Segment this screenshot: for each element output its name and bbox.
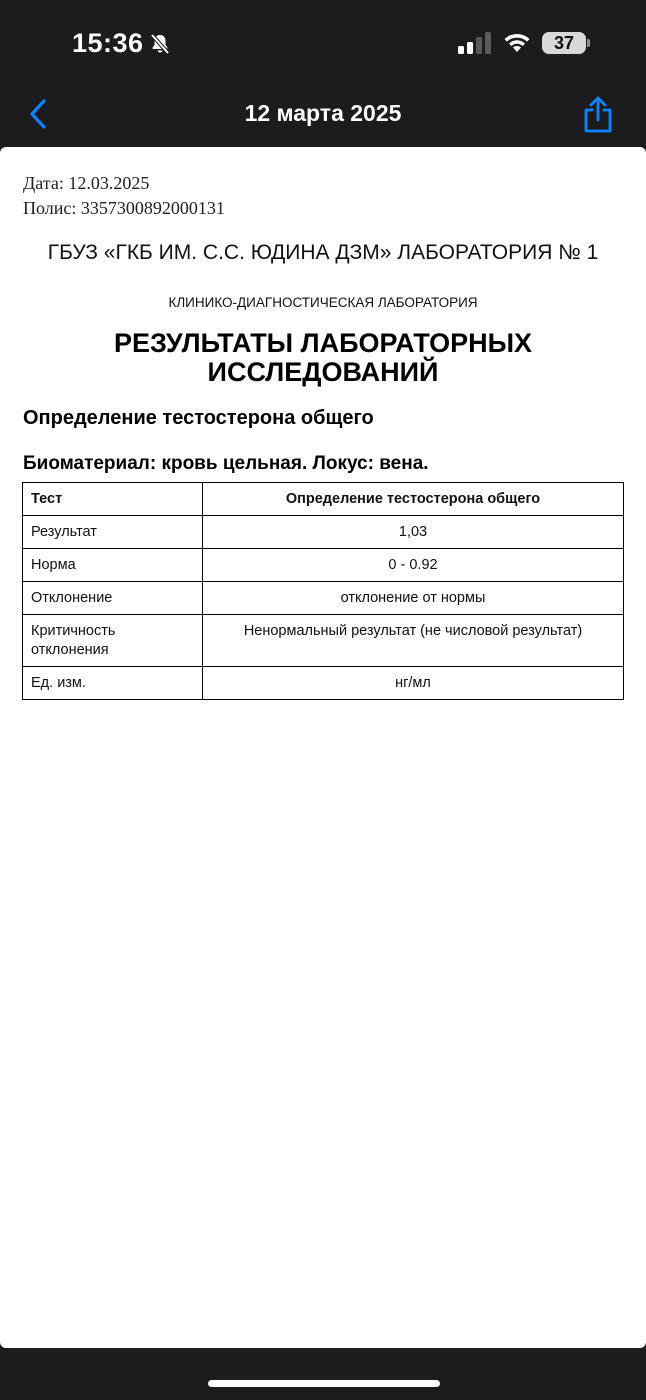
report-title: РЕЗУЛЬТАТЫ ЛАБОРАТОРНЫХ ИССЛЕДОВАНИЙ: [113, 328, 533, 387]
table-header-row: [23, 483, 624, 516]
row-value: 0 - 0.92: [203, 549, 624, 582]
table-header-cell: Определение тестостерона общего: [203, 483, 624, 516]
row-label: Результат: [23, 516, 203, 549]
row-value: 1,03: [203, 516, 624, 549]
biomaterial-line: Биоматериал: кровь цельная. Локус: вена.: [23, 453, 429, 474]
policy-line: Полис: 3357300892000131: [23, 198, 225, 218]
wifi-icon: [502, 30, 532, 54]
document-page: [0, 147, 646, 1348]
share-button[interactable]: [580, 94, 616, 134]
department-name: КЛИНИКО-ДИАГНОСТИЧЕСКАЯ ЛАБОРАТОРИЯ: [168, 295, 478, 310]
row-value: Ненормальный результат (не числовой результат): [203, 615, 624, 667]
document-meta: [23, 171, 225, 221]
table-row: [23, 667, 624, 700]
organization-name: ГБУЗ «ГКБ ИМ. С.С. ЮДИНА ДЗМ» ЛАБОРАТОРИЯ № 1: [47, 241, 599, 264]
table-row: [23, 516, 624, 549]
date-line: Дата: 12.03.2025: [23, 173, 150, 193]
home-indicator[interactable]: [208, 1380, 440, 1387]
page-title: 12 марта 2025: [244, 100, 402, 126]
table-row: [23, 549, 624, 582]
status-bar: [0, 0, 646, 86]
results-table: [22, 482, 624, 700]
navigation-bar: [0, 86, 646, 144]
cellular-signal-icon: [458, 32, 492, 54]
table-header-cell: Тест: [23, 483, 203, 516]
share-icon: [586, 98, 610, 131]
test-name-heading: Определение тестостерона общего: [23, 407, 374, 429]
row-value: нг/мл: [203, 667, 624, 700]
row-label: Отклонение: [23, 582, 203, 615]
row-label: Критичность отклонения: [23, 615, 203, 667]
status-time: 15:36: [72, 28, 144, 58]
table-row: [23, 615, 624, 667]
table-row: [23, 582, 624, 615]
row-value: отклонение от нормы: [203, 582, 624, 615]
row-label: Норма: [23, 549, 203, 582]
battery-level: 37: [553, 33, 575, 53]
row-label: Ед. изм.: [23, 667, 203, 700]
battery-icon: [542, 32, 590, 54]
bell-slash-icon: [148, 32, 172, 56]
